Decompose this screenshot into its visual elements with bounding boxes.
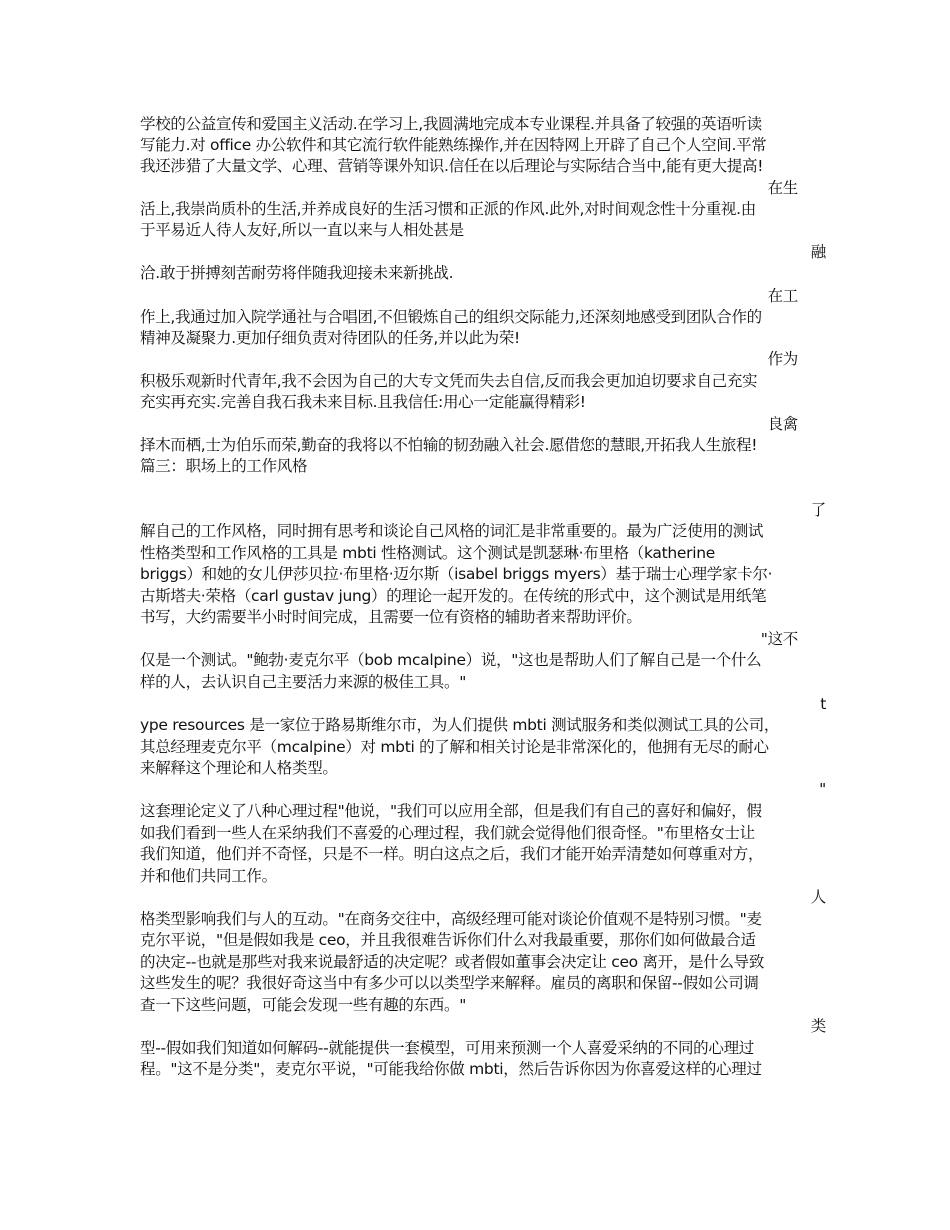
text-line: 解自己的工作风格，同时拥有思考和谈论自己风格的词汇是非常重要的。最为广泛使用的测试 [140,522,764,540]
text-line: 融 [810,243,826,261]
text-line: 我还涉猎了大量文学、心理、营销等课外知识.信任在以后理论与实际结合当中,能有更大提高! [140,157,764,175]
text-line: 格类型影响我们与人的互动。"在商务交往中，高级经理可能对谈论价值观不是特别习惯。"麦 [140,910,762,928]
text-line: 于平易近人待人友好,所以一直以来与人相处甚是 [140,221,464,239]
text-line: 其总经理麦克尔平（mcalpine）对 mbti 的了解和相关讨论是非常深化的，他拥有无尽的耐心 [140,738,769,756]
text-line: 我们知道，他们并不奇怪，只是不一样。明白这点之后，我们才能开始弄清楚如何尊重对方， [140,845,764,863]
text-line: 程。"这不是分类"，麦克尔平说，"可能我给你做 mbti，然后告诉你因为你喜爱这样的心理过 [140,1060,762,1078]
text-line: 型--假如我们知道如何解码--就能提供一套模型，可用来预测一个人喜爱采纳的不同的心理过 [140,1039,754,1057]
text-line: 人 [810,888,826,906]
text-line: 性格类型和工作风格的工具是 mbti 性格测试。这个测试是凯瑟琳·布里格（katherine [140,544,715,562]
text-line: 克尔平说，"但是假如我是 ceo，并且我很难告诉你们什么对我最重要，那你们如何做最合适 [140,931,756,949]
text-line: 在生 [767,179,798,197]
text-line: 这些发生的呢？我很好奇这当中有多少可以以类型学来解释。雇员的离职和保留--假如公司调 [140,974,759,992]
text-line: 查一下这些问题，可能会发现一些有趣的东西。" [140,996,467,1014]
text-line: 样的人，去认识自己主要活力来源的极佳工具。" [140,673,467,691]
text-line: 精神及凝聚力.更加仔细负责对待团队的任务,并以此为荣! [140,329,520,347]
text-line: 在工 [767,287,798,305]
section-heading: 篇三：职场上的工作风格 [140,457,308,475]
text-line: 作上,我通过加入院学通社与合唱团,不但锻炼自己的组织交际能力,还深刻地感受到团队合作的 [140,308,762,326]
text-line: 类 [810,1017,826,1035]
text-line: 洽.敢于拼搏刻苦耐劳将伴随我迎接未来新挑战. [140,264,454,282]
text-line: 充实再充实.完善自我石我未来目标.且我信任:用心一定能赢得精彩! [140,393,586,411]
text-line: 择木而栖,士为伯乐而荣,勤奋的我将以不怕输的韧劲融入社会.愿借您的慧眼,开拓我人生旅程! [140,436,758,454]
text-line: 活上,我崇尚质朴的生活,并养成良好的生活习惯和正派的作风.此外,对时间观念性十分重视.由 [140,200,756,218]
text-line: 书写，大约需要半小时时间完成，且需要一位有资格的辅助者来帮助评价。 [140,608,642,626]
text-line: " [819,780,826,798]
text-line: 学校的公益宣传和爱国主义活动.在学习上,我圆满地完成本专业课程.并具备了较强的英语听读 [140,115,762,133]
text-line: 古斯塔夫·荣格（carl gustav jung）的理论一起开发的。在传统的形式中，这个测试是用纸笔 [140,587,767,605]
text-line: briggs）和她的女儿伊莎贝拉·布里格·迈尔斯（isabel briggs myers）基于瑞士心理学家卡尔· [140,565,773,583]
text-line: 良禽 [767,415,798,433]
text-line: t [820,695,826,713]
text-line: 的决定--也就是那些对我来说最舒适的决定呢？或者假如董事会决定让 ceo 离开，是什么导致 [140,953,765,971]
text-line: ype resources 是一家位于路易斯维尔市，为人们提供 mbti 测试服务和类似测试工具的公司， [140,716,780,734]
text-line: 积极乐观新时代青年,我不会因为自己的大专文凭而失去自信,反而我会更加迫切要求自己充实 [140,372,758,390]
text-line: 仅是一个测试。"鲍勃·麦克尔平（bob mcalpine）说，"这也是帮助人们了解自己是一个什么 [140,651,762,669]
text-line: 如我们看到一些人在采纳我们不喜爱的心理过程，我们就会觉得他们很奇怪。"布里格女士让 [140,824,755,842]
text-line: 来解释这个理论和人格类型。 [140,759,338,777]
text-line: 作为 [767,350,798,368]
text-line: 写能力.对 office 办公软件和其它流行软件能熟练操作,并在因特网上开辟了自己个人空间.平常 [140,136,767,154]
text-line: 这套理论定义了八种心理过程"他说，"我们可以应用全部，但是我们有自己的喜好和偏好，假 [140,802,762,820]
text-line: 并和他们共同工作。 [140,867,277,885]
text-line: 了 [810,501,826,519]
text-line: "这不 [760,630,798,648]
